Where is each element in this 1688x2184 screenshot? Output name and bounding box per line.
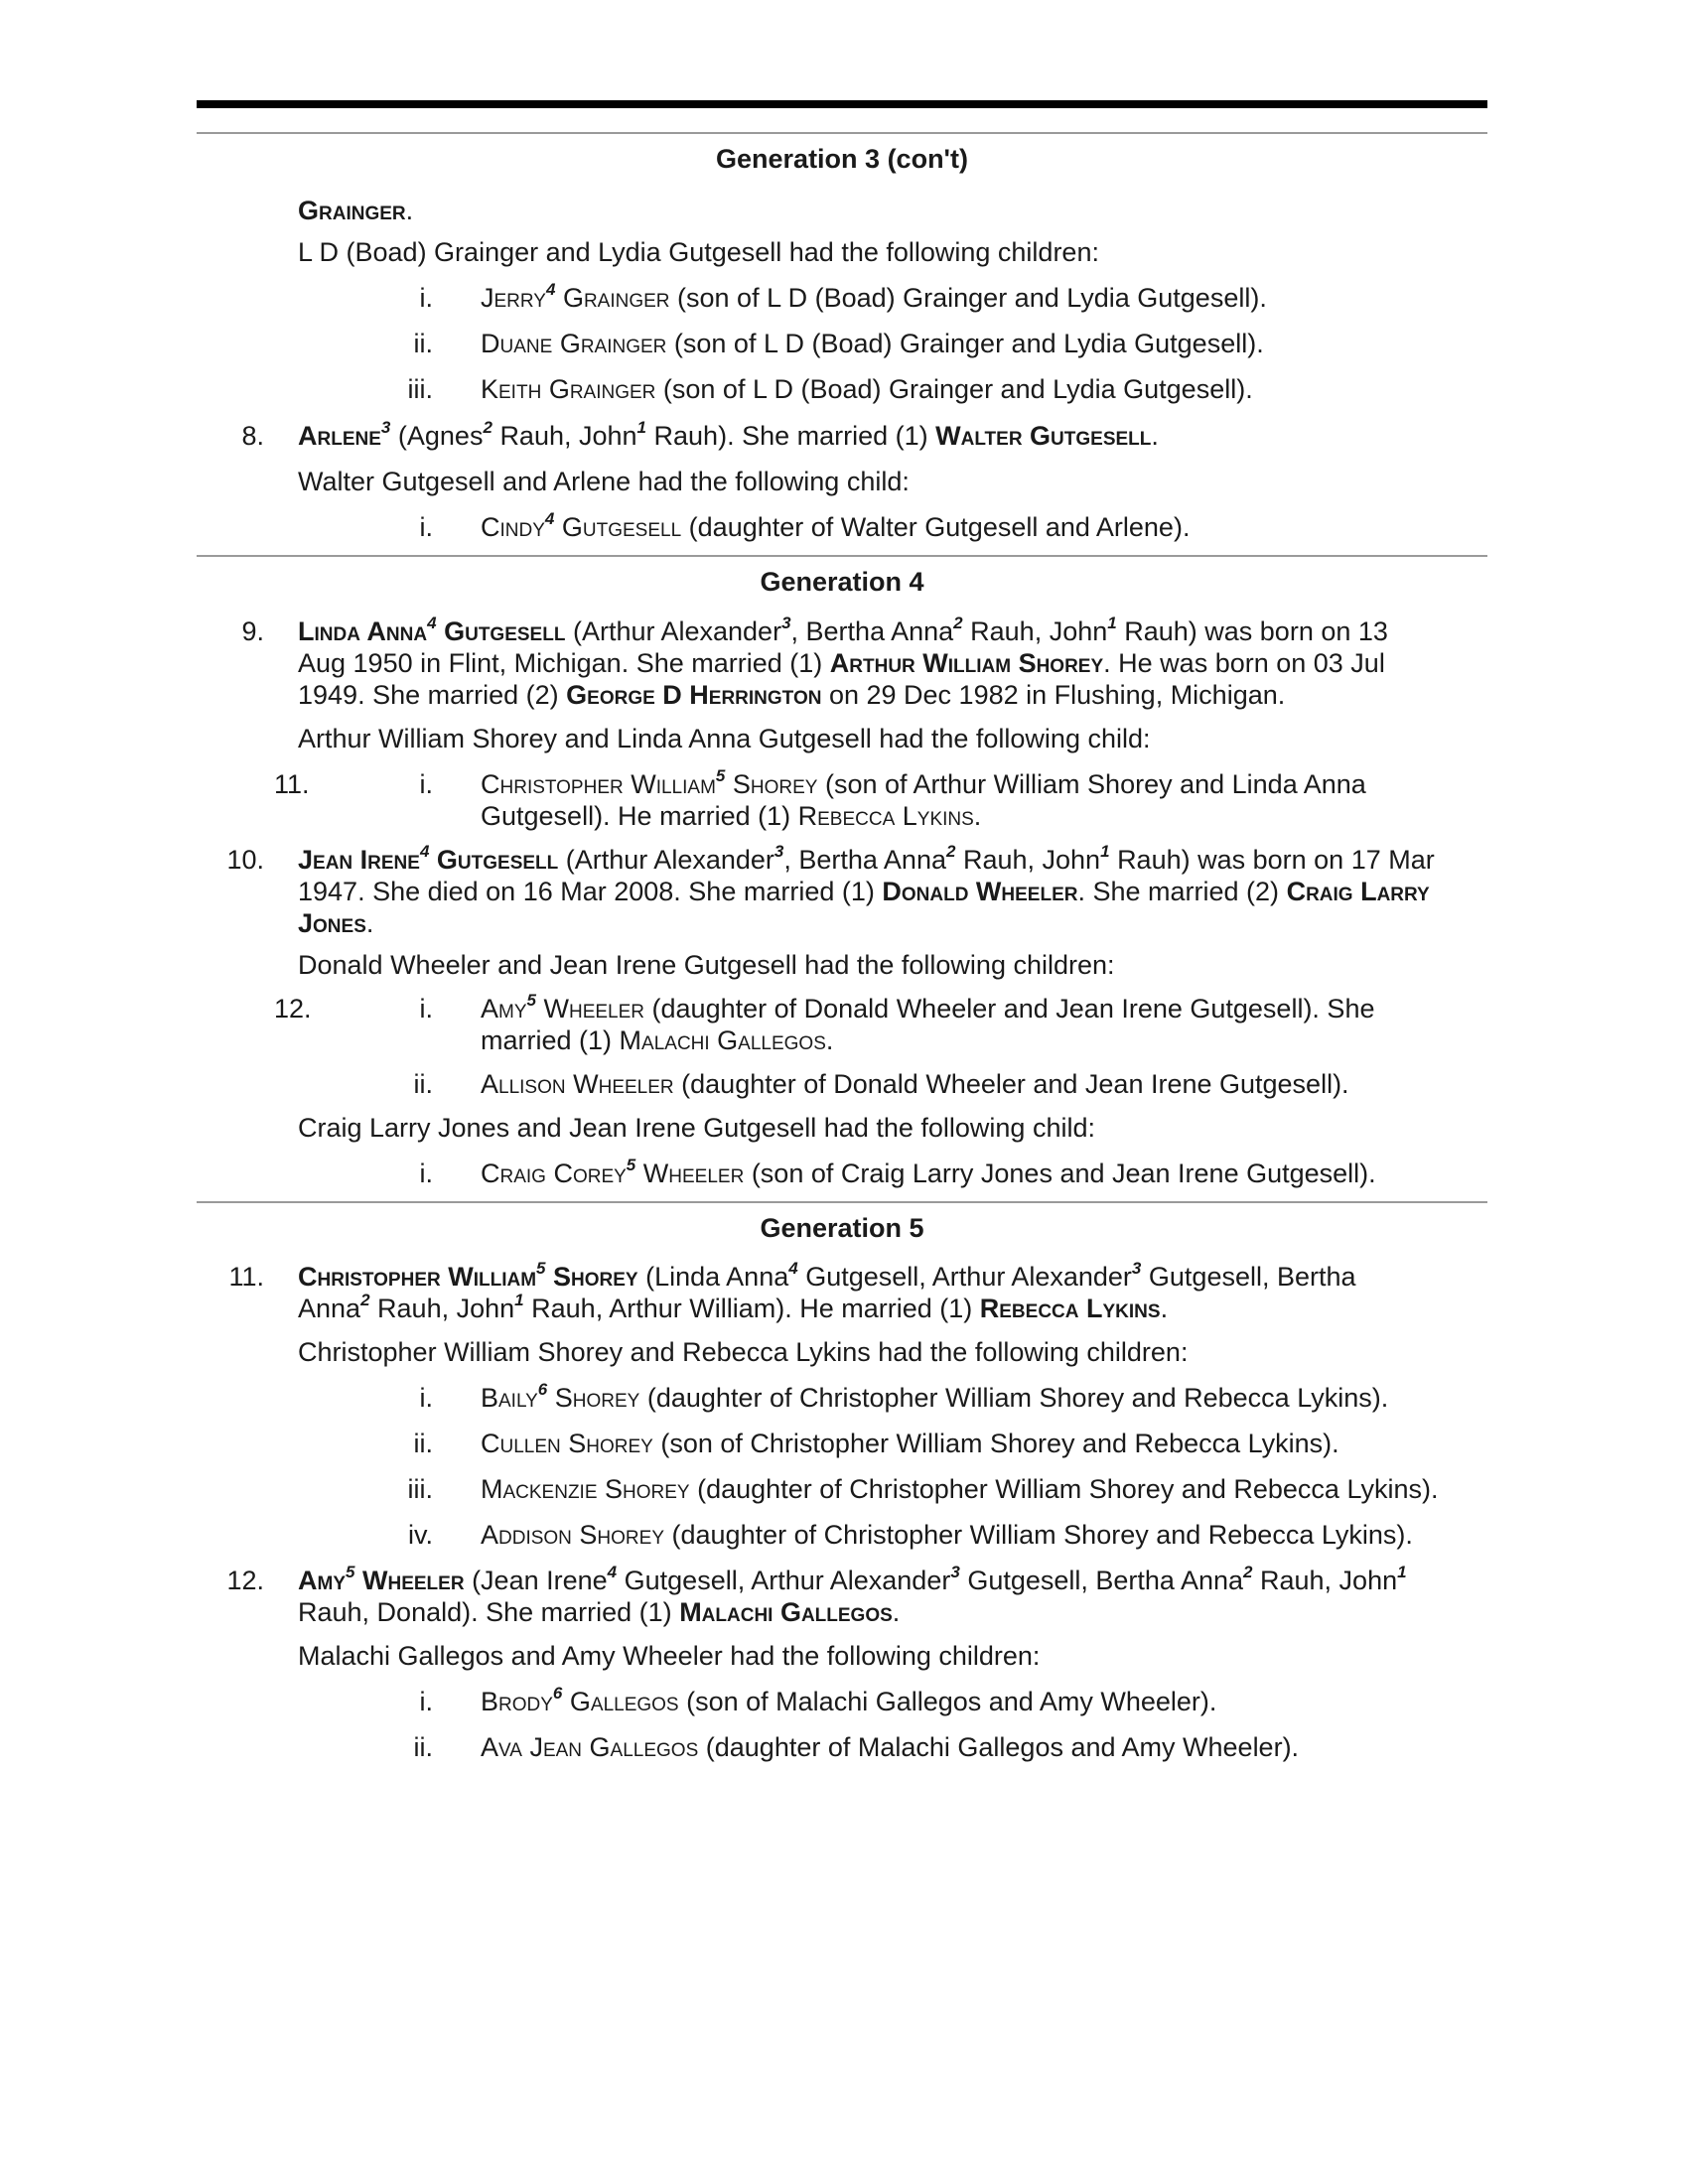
children-intro: Walter Gutgesell and Arlene had the following child: xyxy=(298,467,910,496)
child-entry: Christopher William$^5$ Shorey (son of Arthur William Shorey and Linda Anna xyxy=(481,766,1366,799)
children-intro: Donald Wheeler and Jean Irene Gutgesell had the following children: xyxy=(298,950,1115,980)
children-intro: Craig Larry Jones and Jean Irene Gutgesell had the following child: xyxy=(298,1113,1095,1143)
child-entry: Cindy$^4$ Gutgesell (daughter of Walter Gutgesell and Arlene). xyxy=(481,509,1191,542)
generation-3-heading: Generation 3 (con't) xyxy=(716,144,968,174)
child-entry: Baily$^6$ Shorey (daughter of Christopher William Shorey and Rebecca Lykins). xyxy=(481,1380,1389,1413)
child-entry: Cullen Shorey (son of Christopher William Shorey and Rebecca Lykins). xyxy=(481,1429,1339,1458)
child-entry: Mackenzie Shorey (daughter of Christopher William Shorey and Rebecca Lykins). xyxy=(481,1474,1439,1504)
person-entry-9: Linda Anna$^4$ Gutgesell (Arthur Alexander$^3$, Bertha Anna$^2$ Rauh, John$^1$ Rauh) was born on 13 xyxy=(298,614,1388,646)
generation-4-heading: Generation 4 xyxy=(760,567,924,597)
child-entry: Keith Grainger (son of L D (Boad) Grainger and Lydia Gutgesell). xyxy=(481,374,1253,404)
child-entry: Ava Jean Gallegos (daughter of Malachi Gallegos and Amy Wheeler). xyxy=(481,1732,1300,1762)
section-divider xyxy=(197,555,1487,557)
person-entry-8: Arlene$^3$ (Agnes$^2$ Rauh, John$^1$ Rauh). She married (1) Walter Gutgesell. xyxy=(298,418,1159,451)
child-entry: Duane Grainger (son of L D (Boad) Grainger and Lydia Gutgesell). xyxy=(481,329,1264,358)
person-entry-12: Amy$^5$ Wheeler (Jean Irene$^4$ Gutgesell, Arthur Alexander$^3$ Gutgesell, Bertha Anna$^2$ Rauh, John$^1$ xyxy=(298,1563,1407,1595)
child-entry: Brody$^6$ Gallegos (son of Malachi Gallegos and Amy Wheeler). xyxy=(481,1684,1217,1716)
generation-5-heading: Generation 5 xyxy=(760,1213,924,1243)
child-entry: Amy$^5$ Wheeler (daughter of Donald Wheeler and Jean Irene Gutgesell). She xyxy=(481,991,1375,1024)
child-entry: Craig Corey$^5$ Wheeler (son of Craig Larry Jones and Jean Irene Gutgesell). xyxy=(481,1156,1376,1188)
person-entry-10: Jean Irene$^4$ Gutgesell (Arthur Alexander$^3$, Bertha Anna$^2$ Rauh, John$^1$ Rauh) was born on 17 Mar xyxy=(298,842,1435,875)
section-divider xyxy=(197,1201,1487,1203)
section-divider xyxy=(197,132,1487,134)
child-entry: Jerry$^4$ Grainger (son of L D (Boad) Grainger and Lydia Gutgesell). xyxy=(481,280,1267,313)
person-entry-11: Christopher William$^5$ Shorey (Linda Anna$^4$ Gutgesell, Arthur Alexander$^3$ Gutgesell, Bertha xyxy=(298,1259,1356,1292)
children-intro: Malachi Gallegos and Amy Wheeler had the following children: xyxy=(298,1641,1041,1671)
child-entry: Allison Wheeler (daughter of Donald Wheeler and Jean Irene Gutgesell). xyxy=(481,1069,1349,1099)
grainger-line: Grainger. xyxy=(298,196,414,225)
child-entry: Addison Shorey (daughter of Christopher William Shorey and Rebecca Lykins). xyxy=(481,1520,1413,1550)
children-intro: L D (Boad) Grainger and Lydia Gutgesell had the following children: xyxy=(298,237,1099,267)
children-intro: Christopher William Shorey and Rebecca Lykins had the following children: xyxy=(298,1337,1189,1367)
page-top-rule xyxy=(197,100,1487,108)
children-intro: Arthur William Shorey and Linda Anna Gutgesell had the following child: xyxy=(298,724,1151,753)
